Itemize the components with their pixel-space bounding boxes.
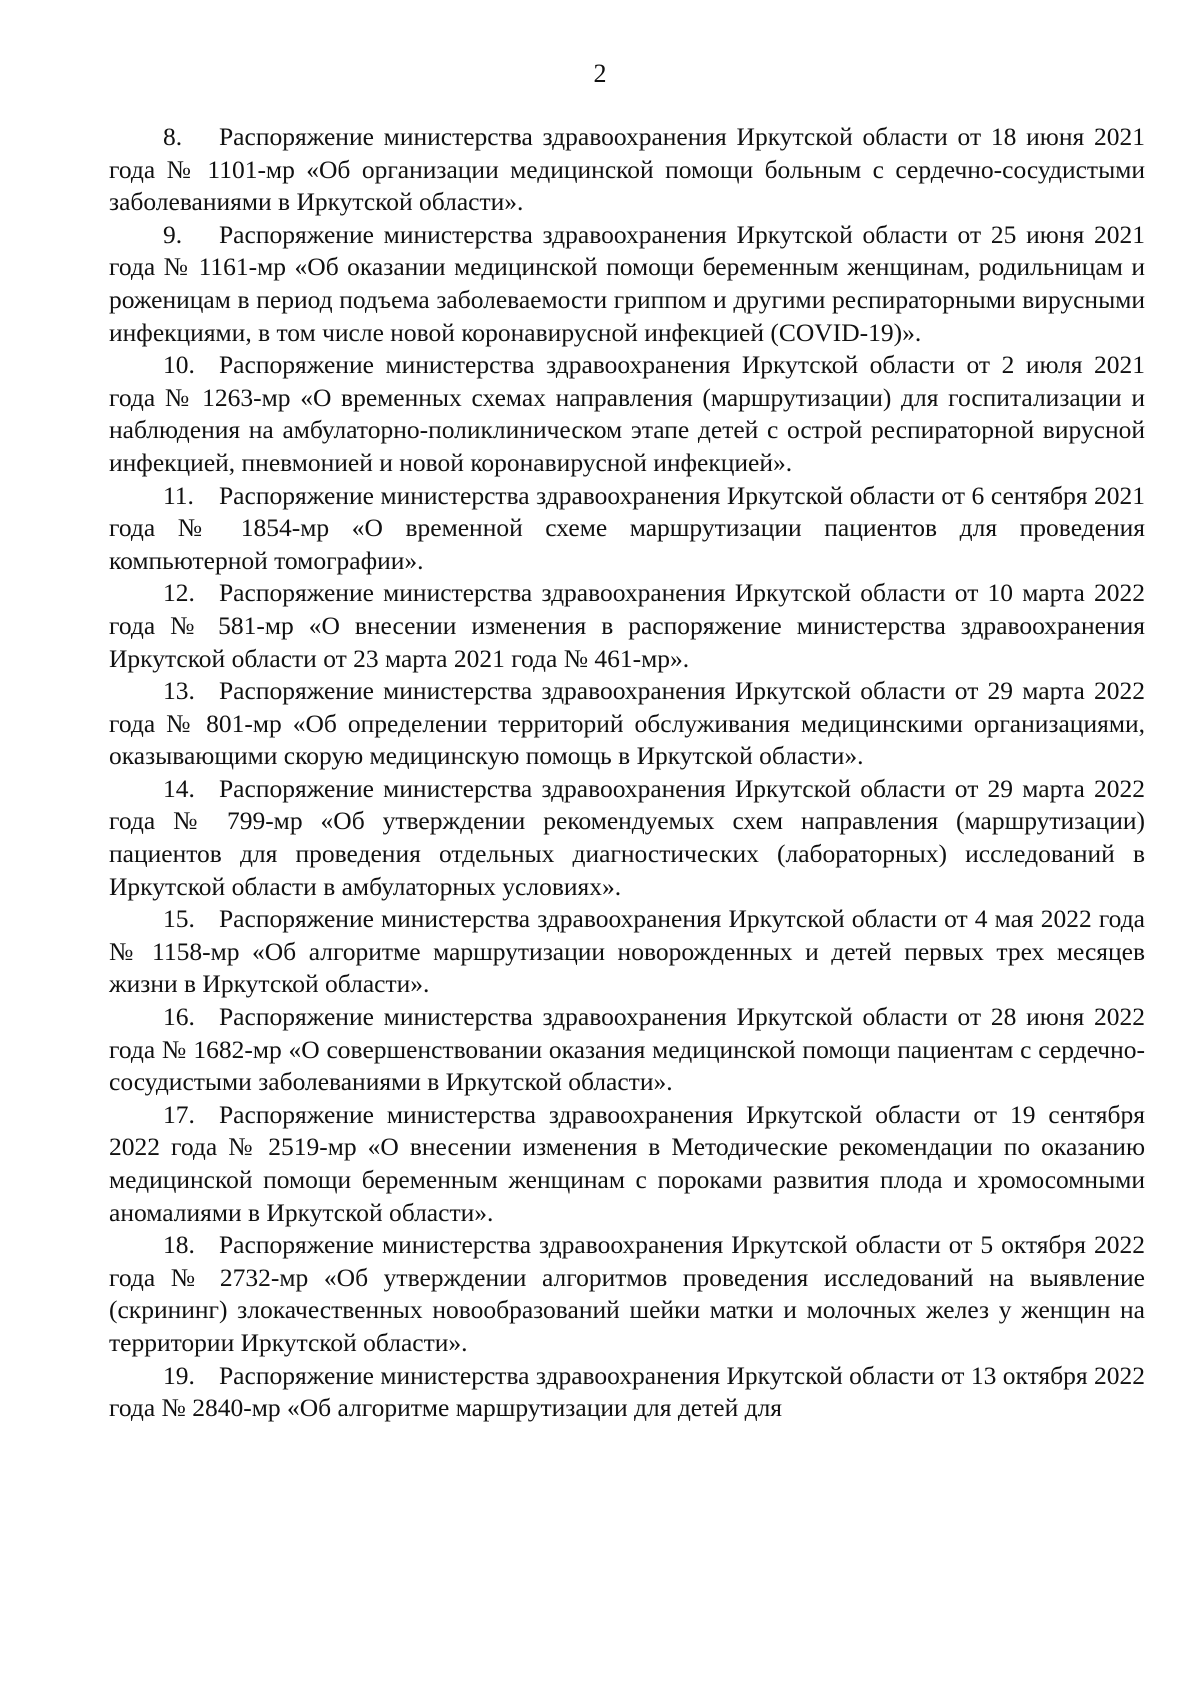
item-number: 17. (163, 1099, 195, 1129)
page-number: 2 (593, 59, 607, 88)
item-text: Распоряжение министерства здравоохранения Иркутской области от 5 октября 2022 года № 2732-мр «Об утверждении алгоритмов проведения исследований на выявление (скрининг) злокачественных новообразований шейки матки и молочных желез у женщин на территории Иркутской области». (109, 1230, 1145, 1357)
item-number: 14. (163, 773, 195, 803)
list-item (109, 903, 1145, 1001)
list-item (109, 219, 1145, 349)
item-text: Распоряжение министерства здравоохранения Иркутской области от 4 мая 2022 года № 1158-мр «Об алгоритме маршрутизации новорожденных и детей первых трех месяцев жизни в Иркутской области». (109, 904, 1145, 999)
list-item (109, 675, 1145, 773)
item-number: 19. (163, 1360, 195, 1390)
item-number: 11. (163, 480, 194, 510)
item-text: Распоряжение министерства здравоохранения Иркутской области от 2 июля 2021 года № 1263-мр «О временных схемах направления (маршрутизации) для госпитализации и наблюдения на амбулаторно-поликлиническом этапе детей с острой респираторной вирусной инфекцией, пневмонией и новой коронавирусной инфекцией». (109, 350, 1145, 477)
item-number: 15. (163, 904, 195, 934)
item-number: 16. (163, 1002, 195, 1032)
list-item (109, 1229, 1145, 1359)
item-number: 9. (163, 219, 183, 249)
item-text: Распоряжение министерства здравоохранения Иркутской области от 19 сентября 2022 года № 2519-мр «О внесении изменения в Методические рекомендации по оказанию медицинской помощи беременным женщинам с пороками развития плода и хромосомными аномалиями в Иркутской области». (109, 1099, 1145, 1227)
list-item (109, 773, 1145, 903)
list-item (109, 349, 1145, 479)
document-body (109, 121, 1145, 1425)
list-item (109, 577, 1145, 675)
list-item (109, 480, 1145, 578)
item-text: Распоряжение министерства здравоохранения Иркутской области от 28 июня 2022 года № 1682-мр «О совершенствовании оказания медицинской помощи пациентам с сердечно-сосудистыми заболеваниями в Иркутской области». (109, 1002, 1145, 1097)
list-item (109, 1099, 1145, 1229)
item-text: Распоряжение министерства здравоохранения Иркутской области от 25 июня 2021 года № 1161-мр «Об оказании медицинской помощи беременным женщинам, родильницам и роженицам в период подъема заболеваемости гриппом и другими респираторными вирусными инфекциями, в том числе новой коронавирусной инфекцией (COVID-19)». (109, 219, 1145, 347)
item-text: Распоряжение министерства здравоохранения Иркутской области от 6 сентября 2021 года № 1854-мр «О временной схеме маршрутизации пациентов для проведения компьютерной томографии». (109, 480, 1145, 575)
item-number: 10. (163, 350, 195, 380)
item-number: 8. (163, 122, 183, 151)
item-number: 18. (163, 1230, 195, 1260)
item-text: Распоряжение министерства здравоохранения Иркутской области от 18 июня 2021 года № 1101-мр «Об организации медицинской помощи больным с сердечно-сосудистыми заболеваниями в Иркутской области». (109, 122, 1145, 217)
item-number: 13. (163, 676, 195, 706)
item-text: Распоряжение министерства здравоохранения Иркутской области от 29 марта 2022 года № 801-мр «Об определении территорий обслуживания медицинскими организациями, оказывающими скорую медицинскую помощь в Иркутской области». (109, 676, 1145, 771)
list-item (109, 1001, 1145, 1099)
list-item (109, 1360, 1145, 1425)
item-text: Распоряжение министерства здравоохранения Иркутской области от 13 октября 2022 года № 2840-мр «Об алгоритме маршрутизации для детей для (109, 1360, 1145, 1423)
item-text: Распоряжение министерства здравоохранения Иркутской области от 29 марта 2022 года № 799-мр «Об утверждении рекомендуемых схем направления (маршрутизации) пациентов для проведения отдельных диагностических (лабораторных) исследований в Иркутской области в амбулаторных условиях». (109, 773, 1145, 901)
list-item (109, 121, 1145, 219)
item-text: Распоряжение министерства здравоохранения Иркутской области от 10 марта 2022 года № 581-мр «О внесении изменения в распоряжение министерства здравоохранения Иркутской области от 23 марта 2021 года № 461-мр». (109, 578, 1145, 673)
item-number: 12. (163, 578, 195, 608)
